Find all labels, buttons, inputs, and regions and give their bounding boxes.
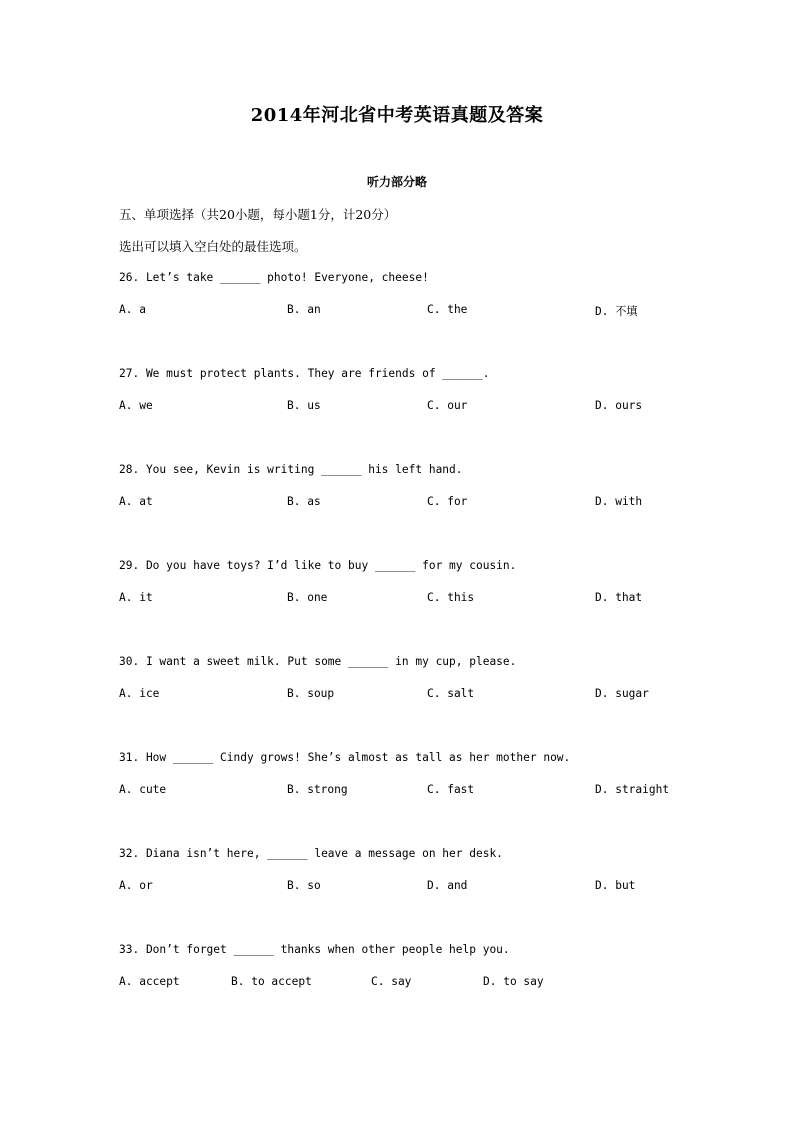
question-26-option-a: A. a: [119, 303, 146, 316]
question-27-option-b: B. us: [287, 399, 321, 412]
question-26-option-c: C. the: [427, 303, 468, 316]
question-27-option-c: C. our: [427, 399, 468, 412]
question-30-option-b: B. soup: [287, 687, 335, 700]
question-32-option-c: D. and: [427, 879, 468, 892]
question-26-stem: 26. Let’s take ______ photo! Everyone, cheese!: [119, 271, 429, 284]
question-30-option-c: C. salt: [427, 687, 475, 700]
question-30-option-d: D. sugar: [595, 687, 649, 700]
question-28-option-a: A. at: [119, 495, 153, 508]
question-28-option-b: B. as: [287, 495, 321, 508]
question-30-stem: 30. I want a sweet milk. Put some ______ in my cup, please.: [119, 655, 517, 668]
question-32-option-d: D. but: [595, 879, 636, 892]
question-28-option-c: C. for: [427, 495, 468, 508]
question-33-stem: 33. Don’t forget ______ thanks when other people help you.: [119, 943, 510, 956]
question-31-option-a: A. cute: [119, 783, 167, 796]
section-instruction: 选出可以填入空白处的最佳选项。: [119, 239, 307, 254]
question-33-option-b: B. to accept: [231, 975, 312, 988]
section-heading: 五、单项选择（共20小题，每小题1分，计20分）: [119, 207, 397, 222]
listening-note: 听力部分略: [366, 175, 427, 189]
question-27-option-d: D. ours: [595, 399, 643, 412]
question-32-option-b: B. so: [287, 879, 321, 892]
question-30-option-a: A. ice: [119, 687, 160, 700]
question-32-stem: 32. Diana isn’t here, ______ leave a message on her desk.: [119, 847, 503, 860]
question-26-option-b: B. an: [287, 303, 321, 316]
question-29-stem: 29. Do you have toys? I’d like to buy ______ for my cousin.: [119, 559, 517, 572]
question-26-option-d: D. 不填: [595, 305, 638, 318]
question-29-option-b: B. one: [287, 591, 328, 604]
question-29-option-a: A. it: [119, 591, 153, 604]
question-28-option-d: D. with: [595, 495, 643, 508]
question-33-option-a: A. accept: [119, 975, 180, 988]
document-title: 2014年河北省中考英语真题及答案: [250, 105, 544, 126]
question-29-option-d: D. that: [595, 591, 643, 604]
question-33-option-d: D. to say: [483, 975, 544, 988]
question-31-option-d: D. straight: [595, 783, 670, 796]
question-28-stem: 28. You see, Kevin is writing ______ his left hand.: [119, 463, 463, 476]
question-27-stem: 27. We must protect plants. They are friends of ______.: [119, 367, 490, 380]
question-29-option-c: C. this: [427, 591, 475, 604]
question-33-option-c: C. say: [371, 975, 412, 988]
question-27-option-a: A. we: [119, 399, 153, 412]
question-31-stem: 31. How ______ Cindy grows! She’s almost as tall as her mother now.: [119, 751, 571, 764]
question-32-option-a: A. or: [119, 879, 153, 892]
question-31-option-c: C. fast: [427, 783, 475, 796]
question-31-option-b: B. strong: [287, 783, 348, 796]
